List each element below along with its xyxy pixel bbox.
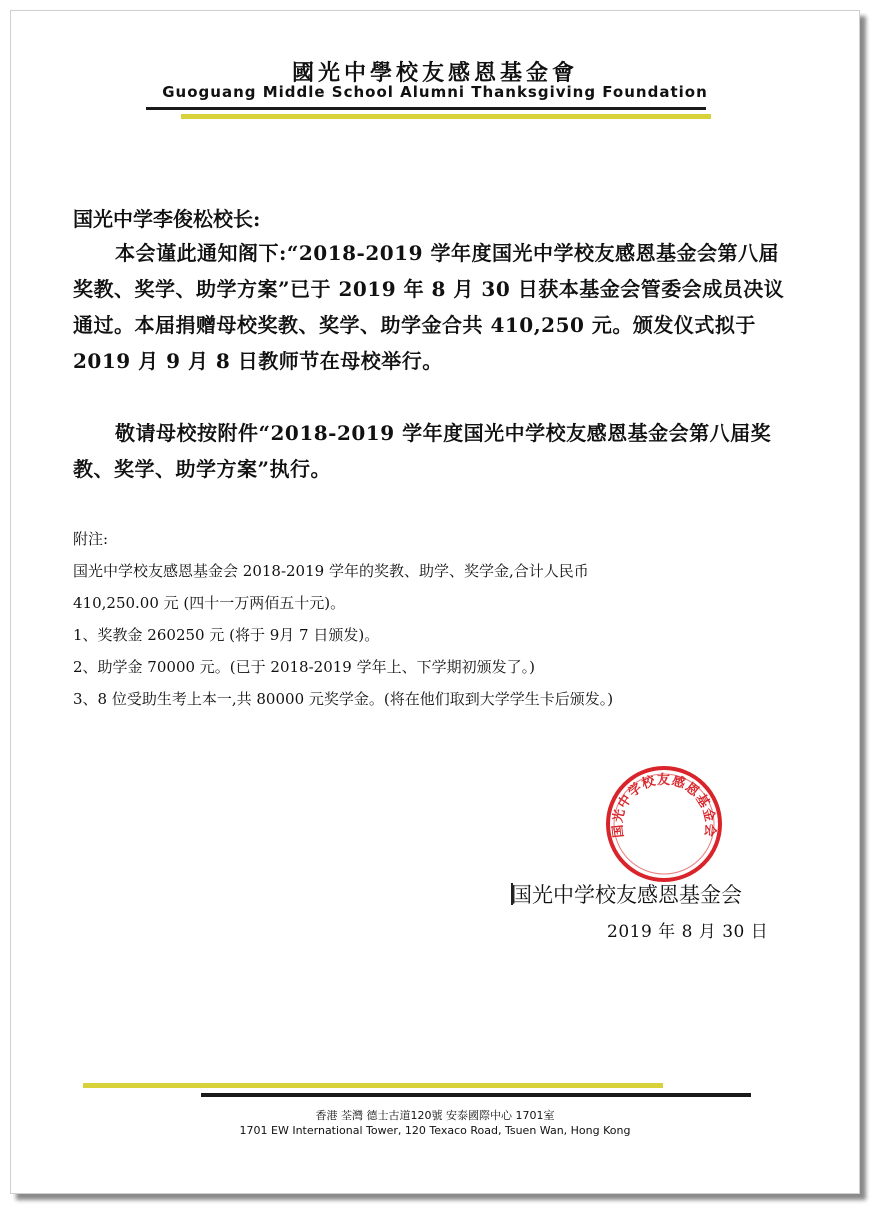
letter-paragraph-1: 本会谨此通知阁下:“2018-2019 学年度国光中学校友感恩基金会第八届奖教、奖学、助学方案”已于 2019 年 8 月 30 日获本基金会管委会成员决议通过。本届捐赠母校奖教、奖学、助学金合共 410,250 元。颁发仪式拟于 2019 月 9 月 8 日教师节在母校举行。 xyxy=(73,241,785,373)
header-rule-yellow xyxy=(181,114,711,119)
notes-section xyxy=(73,523,789,715)
letterhead-name-cn: 國光中學校友感恩基金會 xyxy=(291,60,578,86)
letter-page xyxy=(10,10,860,1194)
seal-text: 国光中学校友感恩基金会 xyxy=(610,772,718,839)
notes-item-1: 1、奖教金 260250 元 (将于 9月 7 日颁发)。 xyxy=(73,626,380,644)
footer-rule-dark xyxy=(201,1093,751,1097)
signature-organization: 国光中学校友感恩基金会 xyxy=(511,883,742,907)
footer-address-cn: 香港 荃灣 德士古道120號 安泰國際中心 1701室 xyxy=(315,1109,555,1122)
notes-item-3: 3、8 位受助生考上本一,共 80000 元奖学金。(将在他们取到大学学生卡后颁发。) xyxy=(73,690,614,708)
footer-rule-yellow xyxy=(83,1083,663,1088)
notes-heading: 附注: xyxy=(73,530,109,548)
notes-line-2: 410,250.00 元 (四十一万两佰五十元)。 xyxy=(73,594,346,612)
letter-paragraph-2: 敬请母校按附件“2018-2019 学年度国光中学校友感恩基金会第八届奖教、奖学、助学方案”执行。 xyxy=(73,421,772,481)
salutation: 国光中学李俊松校长: xyxy=(73,207,261,231)
header-rule-dark xyxy=(146,107,706,110)
notes-line-1: 国光中学校友感恩基金会 2018-2019 学年的奖教、助学、奖学金,合计人民币 xyxy=(73,562,589,580)
signature-date: 2019 年 8 月 30 日 xyxy=(607,922,769,942)
letterhead-name-en: Guoguang Middle School Alumni Thanksgiving Foundation xyxy=(162,83,708,101)
notes-item-2: 2、助学金 70000 元。(已于 2018-2019 学年上、下学期初颁发了。) xyxy=(73,658,535,676)
official-seal-stamp xyxy=(603,763,725,885)
footer-address-en: 1701 EW International Tower, 120 Texaco Road, Tsuen Wan, Hong Kong xyxy=(239,1124,631,1137)
